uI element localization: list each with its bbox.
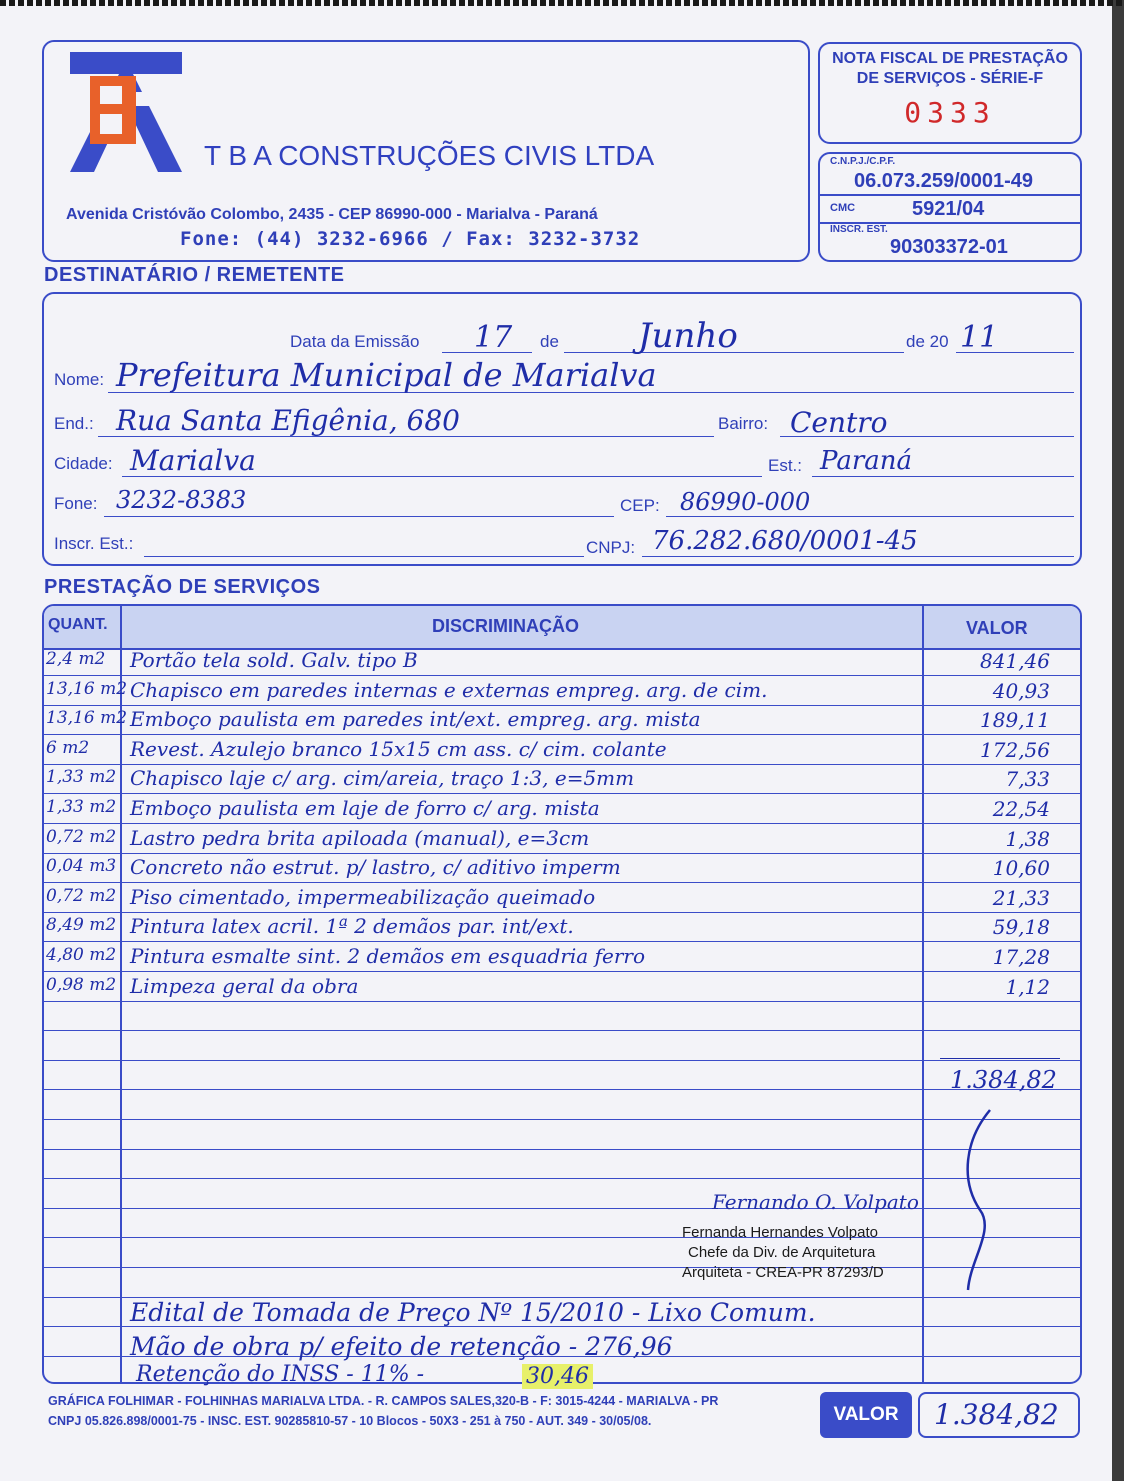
table-row [44, 912, 1080, 942]
cnpj-dest-value: 76.282.680/0001-45 [652, 526, 918, 556]
table-row [44, 1001, 1080, 1031]
row-quantity: 0,72 m2 [46, 885, 117, 906]
brace-mark [950, 1100, 1030, 1305]
cep-value: 86990-000 [680, 488, 811, 516]
row-description: Emboço paulista em paredes int/ext. empreg. arg. mista [130, 707, 701, 732]
nota-title-line1: NOTA FISCAL DE PRESTAÇÃO [832, 50, 1068, 67]
row-value: 7,33 [1005, 767, 1050, 792]
footer-line2: CNPJ 05.826.898/0001-75 - INSC. EST. 90285810-57 - 10 Blocos - 50X3 - 251 à 750 - AUT. 349 - 30/05/08. [48, 1414, 652, 1428]
bairro-label: Bairro: [718, 414, 769, 433]
note-line3-prefix: Retenção do INSS - 11% - [136, 1362, 425, 1387]
company-phone: Fone: (44) 3232-6966 / Fax: 3232-3732 [180, 228, 641, 250]
row-quantity: 13,16 m2 [46, 678, 128, 699]
row-value: 841,46 [980, 649, 1050, 673]
cep-line [666, 516, 1074, 517]
col-valor-header: VALOR [966, 618, 1028, 638]
right-edge [1112, 0, 1124, 1481]
row-quantity: 8,49 m2 [46, 915, 117, 936]
registration-box [818, 152, 1082, 262]
row-quantity: 6 m2 [46, 737, 90, 758]
inscr-est-line [144, 556, 584, 557]
row-quantity: 0,04 m3 [46, 856, 117, 877]
subtotal-value: 1.384,82 [950, 1066, 1057, 1094]
row-description: Limpeza geral da obra [130, 973, 359, 998]
row-description: Lastro pedra brita apiloada (manual), e=3cm [130, 825, 590, 850]
date-year: 11 [960, 320, 999, 355]
cnpj-dest-line [642, 556, 1074, 557]
row-quantity: 2,4 m2 [46, 649, 106, 669]
row-value: 1,12 [1005, 974, 1050, 999]
row-quantity: 0,98 m2 [46, 974, 117, 995]
company-header-box [42, 40, 810, 262]
note-line2: Mão de obra p/ efeito de retenção - 276,96 [130, 1332, 673, 1361]
cep-label: CEP: [620, 496, 660, 515]
date-day: 17 [474, 320, 513, 355]
table-row [44, 972, 1080, 1002]
table-row [44, 1120, 1080, 1150]
fone-label: Fone: [54, 494, 98, 513]
table-row [44, 1208, 1080, 1238]
table-row [44, 735, 1080, 765]
row-quantity: 4,80 m2 [46, 945, 117, 965]
cidade-value: Marialva [130, 444, 256, 477]
fone-value: 3232-8383 [116, 486, 247, 514]
row-description: Pintura latex acril. 1ª 2 demãos par. int/ext. [130, 914, 574, 939]
nota-title-line2: DE SERVIÇOS - SÉRIE-F [856, 70, 1044, 87]
note-line3-value: 30,46 [526, 1364, 589, 1389]
row-quantity: 1,33 m2 [46, 797, 117, 817]
table-row [44, 1031, 1080, 1061]
table-row [44, 764, 1080, 794]
company-address: Avenida Cristóvão Colombo, 2435 - CEP 86990-000 - Marialva - Paraná [66, 206, 598, 223]
row-description: Pintura esmalte sint. 2 demãos em esquadria ferro [130, 944, 645, 968]
inscr-label: INSCR. EST. [830, 224, 888, 235]
date-year-label: de 20 [906, 332, 949, 351]
table-row [44, 1060, 1080, 1090]
nota-title-box [818, 42, 1082, 144]
signature-scribble: Fernando O. Volpato [712, 1190, 919, 1214]
company-name: T B A CONSTRUÇÕES CIVIS LTDA [204, 140, 655, 171]
row-value: 17,28 [992, 945, 1050, 969]
table-row [44, 883, 1080, 913]
cmc-label: CMC [830, 202, 856, 214]
table-row [44, 646, 1080, 676]
valor-total: 1.384,82 [934, 1398, 1059, 1431]
row-description: Chapisco laje c/ arg. cim/areia, traço 1:3, e=5mm [130, 766, 635, 791]
row-quantity: 13,16 m2 [46, 708, 128, 729]
divider [820, 194, 1080, 196]
row-description: Portão tela sold. Galv. tipo B [130, 648, 418, 672]
table-row [44, 705, 1080, 735]
perforation-edge [0, 0, 1124, 6]
table-row [44, 853, 1080, 883]
nome-label: Nome: [54, 370, 105, 389]
highlighted-value [522, 1364, 593, 1389]
note-line1: Edital de Tomada de Preço Nº 15/2010 - Lixo Comum. [130, 1298, 816, 1327]
row-description: Piso cimentado, impermeabilização queimado [130, 884, 596, 909]
bairro-value: Centro [790, 406, 888, 439]
table-row [44, 1268, 1080, 1298]
nota-number: 0333 [904, 96, 996, 129]
section-title-destinatario: DESTINATÁRIO / REMETENTE [44, 264, 345, 286]
row-description: Revest. Azulejo branco 15x15 cm ass. c/ cim. colante [130, 736, 667, 761]
row-value: 21,33 [992, 885, 1050, 910]
date-month: Junho [638, 316, 738, 356]
row-value: 189,11 [980, 708, 1050, 733]
date-label: Data da Emissão [290, 332, 420, 351]
cmc-value: 5921/04 [912, 198, 985, 220]
table-row [44, 942, 1080, 972]
row-quantity: 0,72 m2 [46, 826, 117, 847]
est-line [812, 476, 1074, 477]
est-label: Est.: [768, 456, 803, 475]
table-row [44, 1179, 1080, 1209]
date-de-label: de [540, 332, 559, 351]
table-row [44, 794, 1080, 824]
destinatario-box [42, 292, 1082, 566]
est-value: Paraná [820, 446, 913, 476]
row-value: 40,93 [992, 678, 1050, 703]
row-quantity: 1,33 m2 [46, 767, 117, 788]
valor-label: VALOR [833, 1404, 899, 1425]
cnpj-label: C.N.P.J./C.P.F. [830, 156, 896, 167]
table-row [44, 1238, 1080, 1268]
row-value: 59,18 [992, 915, 1050, 940]
section-title-servicos: PRESTAÇÃO DE SERVIÇOS [44, 576, 321, 598]
inscr-est-label: Inscr. Est.: [54, 534, 134, 553]
subtotal-underline [940, 1058, 1060, 1059]
end-value: Rua Santa Efigênia, 680 [116, 404, 460, 437]
table-row [44, 824, 1080, 854]
row-description: Emboço paulista em laje de forro c/ arg. mista [130, 796, 600, 820]
inscr-value: 90303372-01 [890, 236, 1008, 258]
row-value: 172,56 [980, 737, 1050, 762]
table-row [44, 1149, 1080, 1179]
col-quant-header: QUANT. [48, 616, 108, 633]
row-value: 10,60 [992, 856, 1050, 881]
cnpj-dest-label: CNPJ: [586, 538, 636, 557]
table-row [44, 676, 1080, 706]
row-description: Chapisco em paredes internas e externas empreg. arg. de cim. [130, 677, 768, 702]
cidade-label: Cidade: [54, 454, 113, 473]
end-label: End.: [54, 414, 94, 433]
fone-line [104, 516, 614, 517]
company-logo [70, 52, 182, 172]
signer-role: Chefe da Div. de Arquitetura [688, 1244, 876, 1261]
signer-name: Fernanda Hernandes Volpato [682, 1224, 878, 1241]
col-disc-header: DISCRIMINAÇÃO [432, 616, 579, 636]
footer-line1: GRÁFICA FOLHIMAR - FOLHINHAS MARIALVA LTDA. - R. CAMPOS SALES,320-B - F: 3015-4244 - MARIALVA - PR [48, 1394, 719, 1408]
row-value: 22,54 [992, 797, 1050, 821]
table-row [44, 1090, 1080, 1120]
row-value: 1,38 [1005, 826, 1050, 851]
signer-crea: Arquiteta - CREA-PR 87293/D [682, 1264, 884, 1281]
nome-value: Prefeitura Municipal de Marialva [116, 356, 657, 394]
row-description: Concreto não estrut. p/ lastro, c/ aditivo imperm [130, 855, 621, 880]
cnpj-value: 06.073.259/0001-49 [854, 170, 1034, 192]
